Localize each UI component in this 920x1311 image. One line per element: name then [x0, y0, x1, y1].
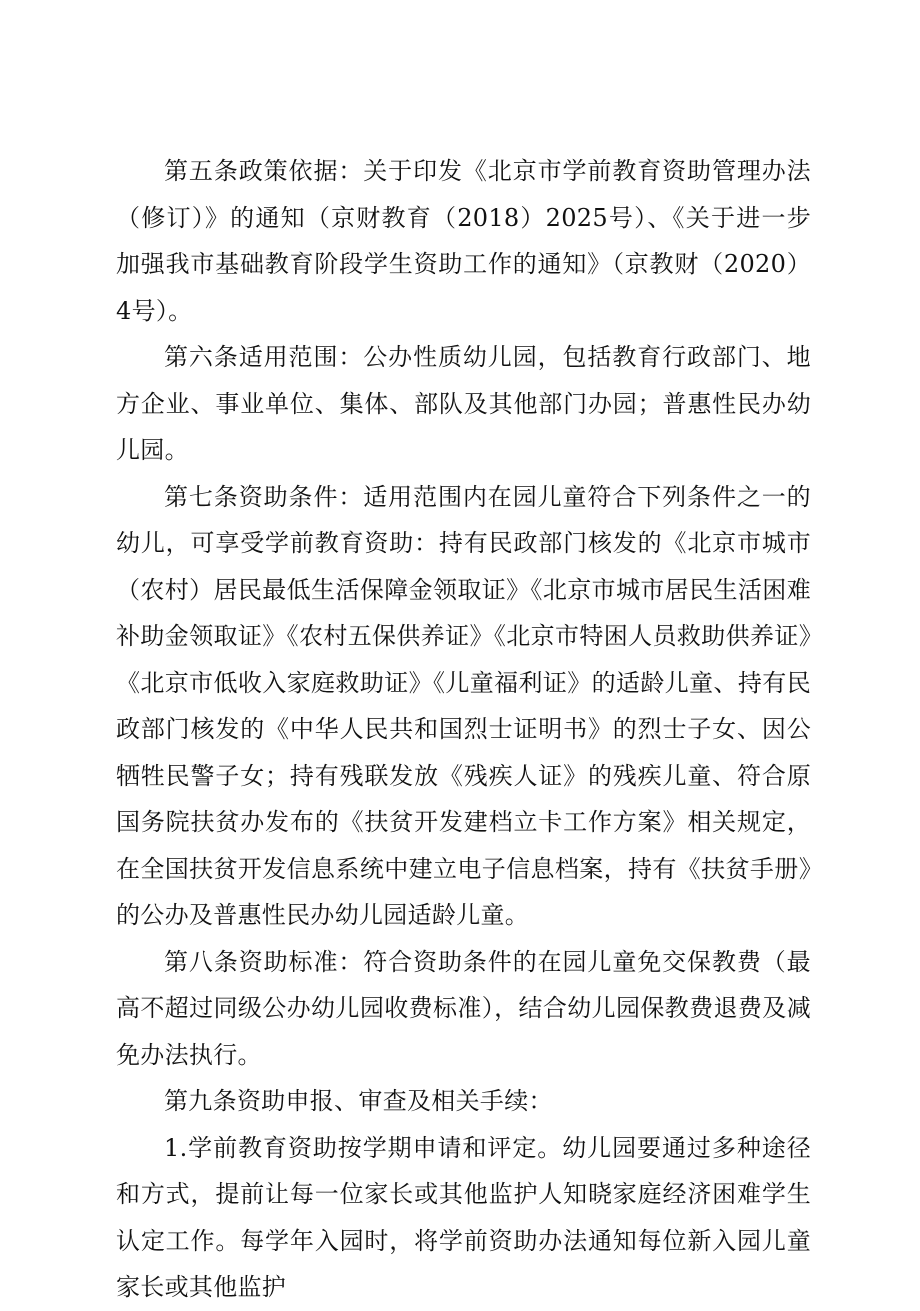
- article-9-heading: 第九条资助申报、审查及相关手续：: [164, 1087, 553, 1115]
- document-body: [116, 148, 811, 1311]
- article-6-scope: 第六条适用范围：公办性质幼儿园，包括教育行政部门、地方企业、事业单位、集体、部队及其他部门办园；普惠性民办幼儿园。: [116, 343, 811, 464]
- article-9-item-1: 1.学前教育资助按学期申请和评定。幼儿园要通过多种途径和方式，提前让每一位家长或其他监护人知晓家庭经济困难学生认定工作。每学年入园时，将学前资助办法通知每位新入园儿童家长或其他监护: [116, 1133, 811, 1301]
- article-8-standard: 第八条资助标准：符合资助条件的在园儿童免交保教费（最高不超过同级公办幼儿园收费标准），结合幼儿园保教费退费及减免办法执行。: [116, 947, 811, 1069]
- article-5-policy-basis: 第五条政策依据：关于印发《北京市学前教育资助管理办法（修订）》的通知（京财教育（2018）2025号）、《关于进一步加强我市基础教育阶段学生资助工作的通知》（京教财（2020）4号）。: [116, 157, 811, 325]
- article-7-eligibility: 第七条资助条件：适用范围内在园儿童符合下列条件之一的幼儿，可享受学前教育资助：持有民政部门核发的《北京市城市（农村）居民最低生活保障金领取证》《北京市城市居民生活困难补助金领取证》《农村五保供养证》《北京市特困人员救助供养证》《北京市低收入家庭救助证》《儿童福利证》的适龄儿童、持有民政部门核发的《中华人民共和国烈士证明书》的烈士子女、因公牺牲民警子女；持有残联发放《残疾人证》的残疾儿童、符合原国务院扶贫办发布的《扶贫开发建档立卡工作方案》相关规定，在全国扶贫开发信息系统中建立电子信息档案，持有《扶贫手册》的公办及普惠性民办幼儿园适龄儿童。: [116, 482, 811, 929]
